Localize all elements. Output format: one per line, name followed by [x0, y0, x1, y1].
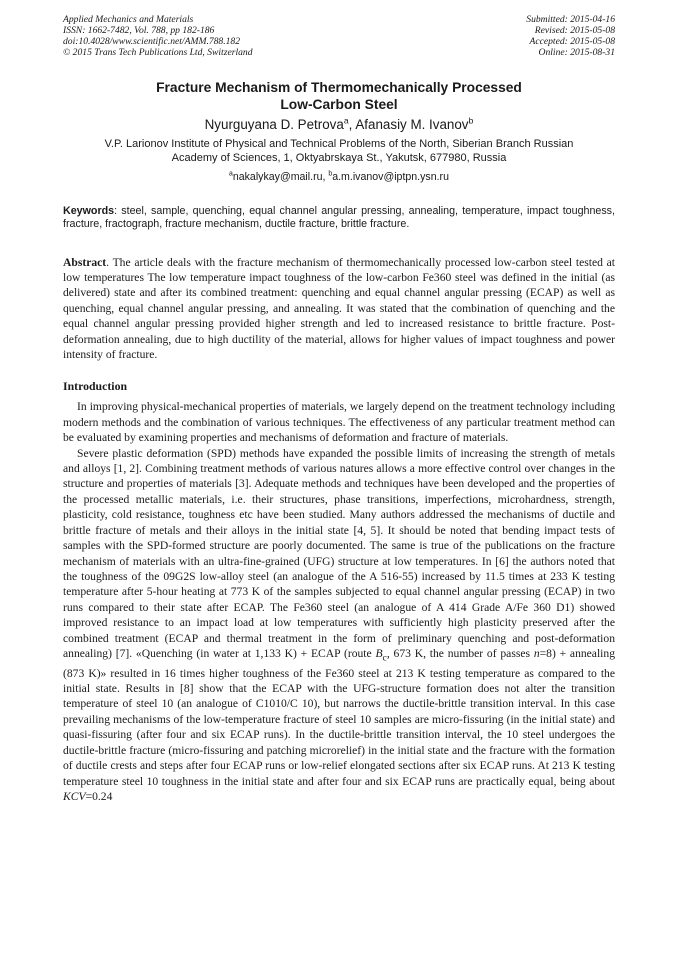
author-1: Nyurguyana D. Petrova — [204, 117, 344, 132]
email-a-sup: a — [229, 170, 233, 178]
intro-p2-part-b: , 673 K, the number of passes — [386, 646, 534, 660]
abstract-text: . The article deals with the fracture mechanism of thermomechanically processed low-carbon steel tested at low temperatures The low temperature impact toughness of the low-carbon Fe360 steel was defined in the initial (as delivered) state and after its combined treatment: quenching and equal channel angular pressing (ECAP) as well as quenching, equal channel angular pressing, and annealing. It was stated that the combination of quenching and the equal channel angular pressing provided higher strength and led to increased resistance to brittle fracture. Post-deformation annealing, due to high ductility of the material, allows for higher values of impact toughness and power intensity of fracture. — [63, 255, 615, 362]
keywords-text: : steel, sample, quenching, equal channel angular pressing, annealing, temperature, impact toughness, fracture, fractograph, fracture mechanism, ductile fracture, brittle fracture. — [63, 205, 615, 231]
intro-p2-part-d: =0.24 — [85, 789, 113, 803]
section-heading-introduction: Introduction — [63, 379, 128, 394]
abstract-label: Abstract — [63, 255, 107, 269]
kcv-variable: KCV — [63, 789, 86, 803]
author-2: Afanasiy M. Ivanov — [355, 117, 469, 132]
author-2-sup: b — [468, 115, 474, 126]
doi: doi:10.4028/www.scientific.net/AMM.788.182 — [63, 36, 241, 47]
affiliation-line-1: V.P. Larionov Institute of Physical and Technical Problems of the North, Siberian Branch Russian — [104, 138, 574, 150]
journal-info — [63, 14, 253, 58]
abstract — [63, 255, 615, 363]
route-subscript: c — [382, 652, 387, 664]
author-1-sup: a — [343, 115, 349, 126]
date-revised: Revised: 2015-05-08 — [534, 25, 615, 36]
copyright: © 2015 Trans Tech Publications Ltd, Switzerland — [63, 47, 253, 58]
date-online: Online: 2015-08-31 — [538, 47, 615, 58]
journal-name: Applied Mechanics and Materials — [63, 14, 194, 25]
issn: ISSN: 1662-7482, Vol. 788, pp 182-186 — [63, 25, 215, 36]
affiliation — [63, 138, 615, 165]
title-line-1: Fracture Mechanism of Thermomechanically Processed — [156, 80, 522, 95]
passes-variable: n — [533, 646, 540, 660]
email-a[interactable]: nakalykay@mail.ru, — [232, 171, 329, 184]
email-b-sup: b — [328, 170, 333, 178]
running-header — [63, 14, 615, 58]
dates-info — [526, 14, 615, 58]
author-list — [63, 116, 615, 133]
paper-title — [63, 79, 615, 113]
title-line-2: Low-Carbon Steel — [280, 97, 398, 112]
intro-p2-part-a: Severe plastic deformation (SPD) methods have expanded the possible limits of increasing the strength of metals and alloys [1, 2]. Combining treatment methods of various natures allows a more effective control over changes in the structure and properties of materials [3]. Adequate methods and techniques have been developed and the properties of the processed metallic materials, i.e. their structures, phase transitions, imperfections, microhardness, strength, plasticity, cold resistance, toughness etc have been studied. Many authors addressed the mechanisms of ductile and brittle fracture of metals and their alloys in the initial state [4, 5]. It should be noted that bending impact tests of samples with the SPD-formed structure are poorly documented. The same is true of the publications on the fracture mechanism of materials with an ultra-fine-grained (UFG) structure at low temperatures. In [6] the authors noted that the toughness of the 09G2S low-alloy steel (an analogue of the A 516-55) increased by 11.5 times at 233 K testing temperature after 5-hour heating at 773 K of the samples subjected to equal channel angular pressing (ECAP) in two runs compared to their state after ECAP. The Fe360 steel (an analogue of A 414 Grade A/Fe 360 D1) showed improved resistance to an impact load at low temperatures with sufficiently high plasticity preserved after the combined treatment (ECAP and thermal treatment in the form of preliminary quenching and post-deformation annealing) [7]. «Quenching (in water at 1,133 K) + ECAP (route — [63, 446, 615, 660]
keywords — [63, 205, 615, 231]
intro-p2-part-c: =8) + annealing (873 K)» resulted in 16 times higher toughness of the Fe360 steel at 213 K testing temperature as compared to the initial state. Results in [8] show that the ECAP with the UFG-structure formation does not alter the transition temperature of steel 10 (an analogue of C1010/C 10), but narrows the ductile-brittle transition interval. In this case prevailing mechanisms of the low-temperature fracture of steel 10 samples are micro-fissuring (in the initial state) and quasi-fissuring (after four and six ECAP runs). In the ductile-brittle transition interval, the 10 steel undergoes the ductile-brittle fracture (micro-fissuring and patching microrelief) in the initial state and the fracture with the formation of ductile crests and steps after four ECAP runs or low-relief elongated sections after six ECAP runs. At 213 K testing temperature steel 10 toughness in the initial state and after four and six ECAP runs are practically equal, being about — [63, 646, 615, 788]
route-label: B — [375, 646, 383, 660]
author-emails — [63, 171, 615, 184]
intro-paragraph-1: In improving physical-mechanical properties of materials, we largely depend on the treatment technology including modern methods and the combination of various techniques. The effectiveness of any particular treatment method can be evaluated by examining properties and mechanisms of deformation and fracture of materials. — [63, 400, 615, 445]
email-b[interactable]: a.m.ivanov@iptpn.ysn.ru — [332, 171, 449, 184]
date-submitted: Submitted: 2015-04-16 — [526, 14, 615, 25]
author-separator: , — [348, 117, 356, 132]
intro-paragraph-2 — [63, 446, 615, 805]
affiliation-line-2: Academy of Sciences, 1, Oktyabrskaya St., Yakutsk, 677980, Russia — [171, 151, 507, 164]
date-accepted: Accepted: 2015-05-08 — [529, 36, 615, 47]
keywords-label: Keywords — [63, 205, 115, 218]
